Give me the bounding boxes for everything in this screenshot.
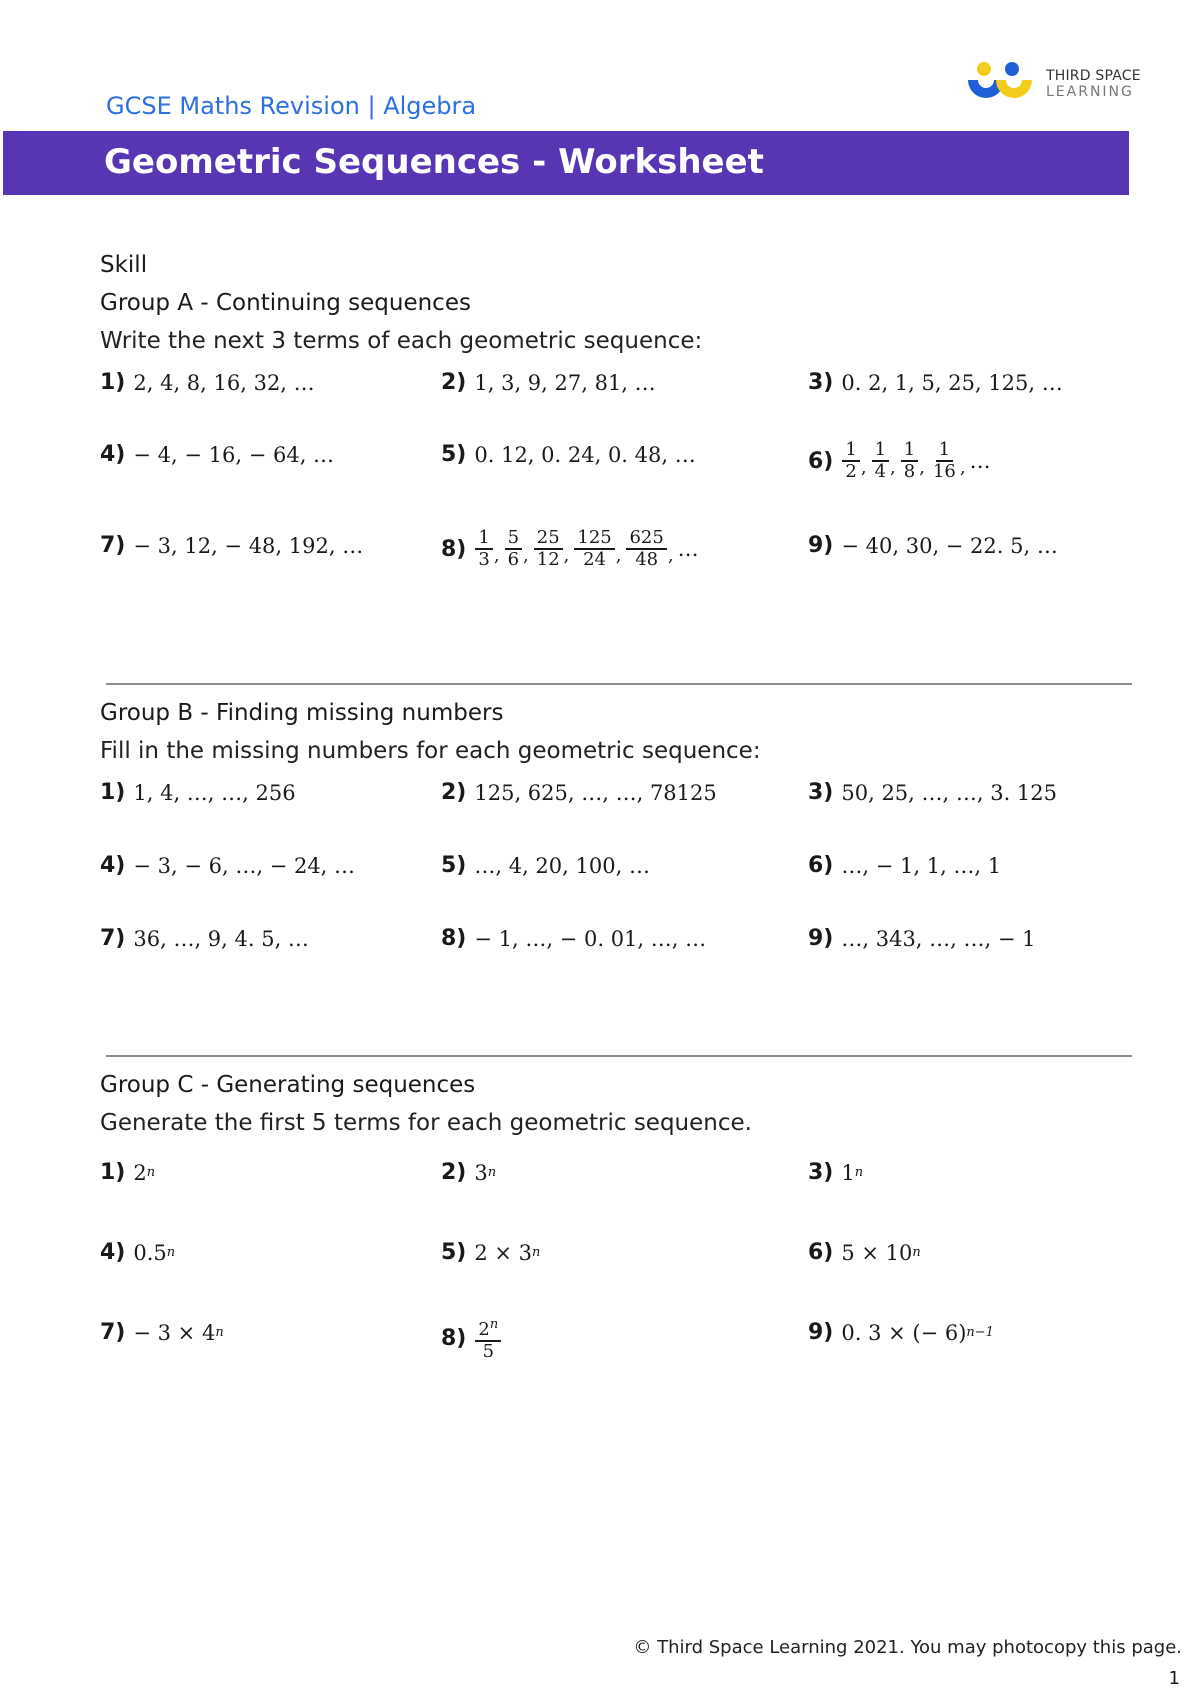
fraction <box>475 1315 501 1362</box>
fraction: $\frac{1}{4}$ <box>872 440 889 482</box>
logo-line-1: THIRD SPACE <box>1046 68 1141 84</box>
question-base: 2 <box>133 1160 147 1185</box>
group-a-instruction: Write the next 3 terms of each geometric sequence: <box>100 328 703 354</box>
question-number: 7) <box>100 926 126 951</box>
denominator: 5 <box>482 1341 495 1362</box>
question-number: 8) <box>441 1326 467 1351</box>
question-number: 6) <box>808 853 834 878</box>
fraction: $\frac{1}{2}$ <box>842 440 859 482</box>
group-b-question-1 <box>100 780 296 805</box>
group-c-heading: Group C - Generating sequences <box>100 1072 476 1098</box>
group-a-question-1 <box>100 370 315 395</box>
question-number: 1) <box>100 370 126 395</box>
question-number: 1) <box>100 780 126 805</box>
question-text: − 3, 12, − 48, 192, … <box>133 533 364 558</box>
fraction: $\frac{125}{24}$ <box>574 528 614 570</box>
question-text: − 3, − 6, …, − 24, … <box>133 853 356 878</box>
logo-dot-blue <box>1005 62 1019 76</box>
question-exponent: n <box>487 1165 497 1180</box>
numerator-base: 2 <box>478 1319 490 1340</box>
fraction: $\frac{1}{8}$ <box>901 440 918 482</box>
fraction: $\frac{25}{12}$ <box>534 528 563 570</box>
question-text: …, − 1, 1, …, 1 <box>841 853 1002 878</box>
group-a-question-8: 8) $\frac{1}{3}$ , $\frac{5}{6}$ , $\frac{25}{12}$ , $\frac{125}{24}$ , $\frac{625}{48}$ , … <box>441 527 699 570</box>
question-text: 50, 25, …, …, 3. 125 <box>841 780 1058 805</box>
question-text: 1, 3, 9, 27, 81, … <box>474 370 656 395</box>
question-number: 7) <box>100 1320 126 1345</box>
group-c-question-2 <box>441 1160 496 1185</box>
question-exponent: n <box>215 1325 224 1340</box>
logo-smile-yellow <box>996 80 1032 98</box>
group-b-question-2 <box>441 780 717 805</box>
group-a-question-6: 6) $\frac{1}{2}$ , $\frac{1}{4}$ , $\frac{1}{8}$ , $\frac{1}{16}$ , … <box>808 439 991 482</box>
question-text: 0. 12, 0. 24, 0. 48, … <box>474 442 696 467</box>
logo-line-2: LEARNING <box>1046 84 1134 100</box>
group-b-heading: Group B - Finding missing numbers <box>100 700 504 726</box>
section-divider <box>106 1055 1132 1057</box>
group-b-question-5 <box>441 853 650 878</box>
question-number: 4) <box>100 1240 126 1265</box>
question-number: 9) <box>808 926 834 951</box>
question-number: 4) <box>100 853 126 878</box>
page-subtitle: GCSE Maths Revision | Algebra <box>106 92 477 120</box>
question-number: 8) <box>441 536 467 562</box>
question-text: …, 4, 20, 100, … <box>474 853 650 878</box>
group-c-question-8 <box>441 1315 502 1362</box>
group-c-instruction: Generate the first 5 terms for each geometric sequence. <box>100 1110 752 1136</box>
group-c-question-1 <box>100 1160 155 1185</box>
question-number: 6) <box>808 1240 834 1265</box>
group-b-question-3 <box>808 780 1057 805</box>
group-b-question-9 <box>808 926 1036 951</box>
page-title: Geometric Sequences - Worksheet <box>104 142 764 182</box>
question-text: 36, …, 9, 4. 5, … <box>133 926 309 951</box>
question-base: 5 × 10 <box>841 1240 913 1265</box>
group-c-question-5 <box>441 1240 540 1265</box>
group-c-question-9 <box>808 1320 994 1345</box>
group-c-question-3 <box>808 1160 863 1185</box>
question-text: 2, 4, 8, 16, 32, … <box>133 370 315 395</box>
group-b-question-6 <box>808 853 1001 878</box>
fraction: $\frac{1}{3}$ <box>475 528 492 570</box>
question-text: 125, 625, …, …, 78125 <box>474 780 717 805</box>
group-a-question-2 <box>441 370 656 395</box>
fraction: $\frac{1}{16}$ <box>932 439 956 482</box>
question-text: − 4, − 16, − 64, … <box>133 442 335 467</box>
group-a-question-4 <box>100 442 334 467</box>
group-b-instruction: Fill in the missing numbers for each geometric sequence: <box>100 738 761 764</box>
fraction: $\frac{625}{48}$ <box>626 528 666 570</box>
question-number: 5) <box>441 442 467 467</box>
question-text: 1, 4, …, …, 256 <box>133 780 296 805</box>
question-number: 3) <box>808 370 834 395</box>
group-a-question-7 <box>100 533 363 558</box>
question-number: 5) <box>441 853 467 878</box>
question-number: 1) <box>100 1160 126 1185</box>
fraction: $\frac{5}{6}$ <box>505 528 522 570</box>
question-number: 2) <box>441 370 467 395</box>
group-b-question-8 <box>441 926 706 951</box>
question-number: 7) <box>100 533 126 558</box>
question-base: 3 <box>474 1160 488 1185</box>
ellipsis: … <box>969 449 991 473</box>
question-exponent: n <box>854 1165 864 1180</box>
question-exponent: n <box>146 1165 156 1180</box>
question-text: − 40, 30, − 22. 5, … <box>841 533 1058 558</box>
question-number: 5) <box>441 1240 467 1265</box>
question-text: 0. 2, 1, 5, 25, 125, … <box>841 370 1063 395</box>
group-a-question-3 <box>808 370 1063 395</box>
question-base: 0.5 <box>133 1240 167 1265</box>
section-divider <box>106 683 1132 685</box>
numerator-exponent: n <box>489 1317 499 1332</box>
group-a-heading: Group A - Continuing sequences <box>100 290 471 316</box>
question-number: 3) <box>808 1160 834 1185</box>
skill-label: Skill <box>100 252 148 278</box>
group-c-question-7 <box>100 1320 224 1345</box>
question-base: 1 <box>841 1160 855 1185</box>
group-c-question-4 <box>100 1240 175 1265</box>
logo-text <box>1046 68 1141 100</box>
question-number: 2) <box>441 780 467 805</box>
question-exponent: n <box>166 1245 176 1260</box>
question-exponent: n <box>912 1245 921 1260</box>
question-exponent: n <box>532 1245 541 1260</box>
group-b-question-4 <box>100 853 355 878</box>
group-a-question-9 <box>808 533 1058 558</box>
question-number: 6) <box>808 448 834 474</box>
logo-dot-yellow <box>977 62 991 76</box>
question-base: 0. 3 × (− 6) <box>841 1320 967 1345</box>
question-exponent: n−1 <box>966 1325 994 1340</box>
question-number: 9) <box>808 1320 834 1345</box>
group-b-question-7 <box>100 926 309 951</box>
ellipsis: … <box>677 537 699 561</box>
question-base: 2 × 3 <box>474 1240 533 1265</box>
question-number: 8) <box>441 926 467 951</box>
copyright-footer: © Third Space Learning 2021. You may photocopy this page. <box>633 1637 1182 1658</box>
group-a-question-5 <box>441 442 696 467</box>
question-text: − 1, …, − 0. 01, …, … <box>474 926 707 951</box>
question-number: 2) <box>441 1160 467 1185</box>
question-number: 9) <box>808 533 834 558</box>
group-c-question-6 <box>808 1240 921 1265</box>
page-number: 1 <box>1168 1668 1180 1689</box>
question-number: 3) <box>808 780 834 805</box>
question-text: …, 343, …, …, − 1 <box>841 926 1036 951</box>
question-base: − 3 × 4 <box>133 1320 216 1345</box>
question-number: 4) <box>100 442 126 467</box>
